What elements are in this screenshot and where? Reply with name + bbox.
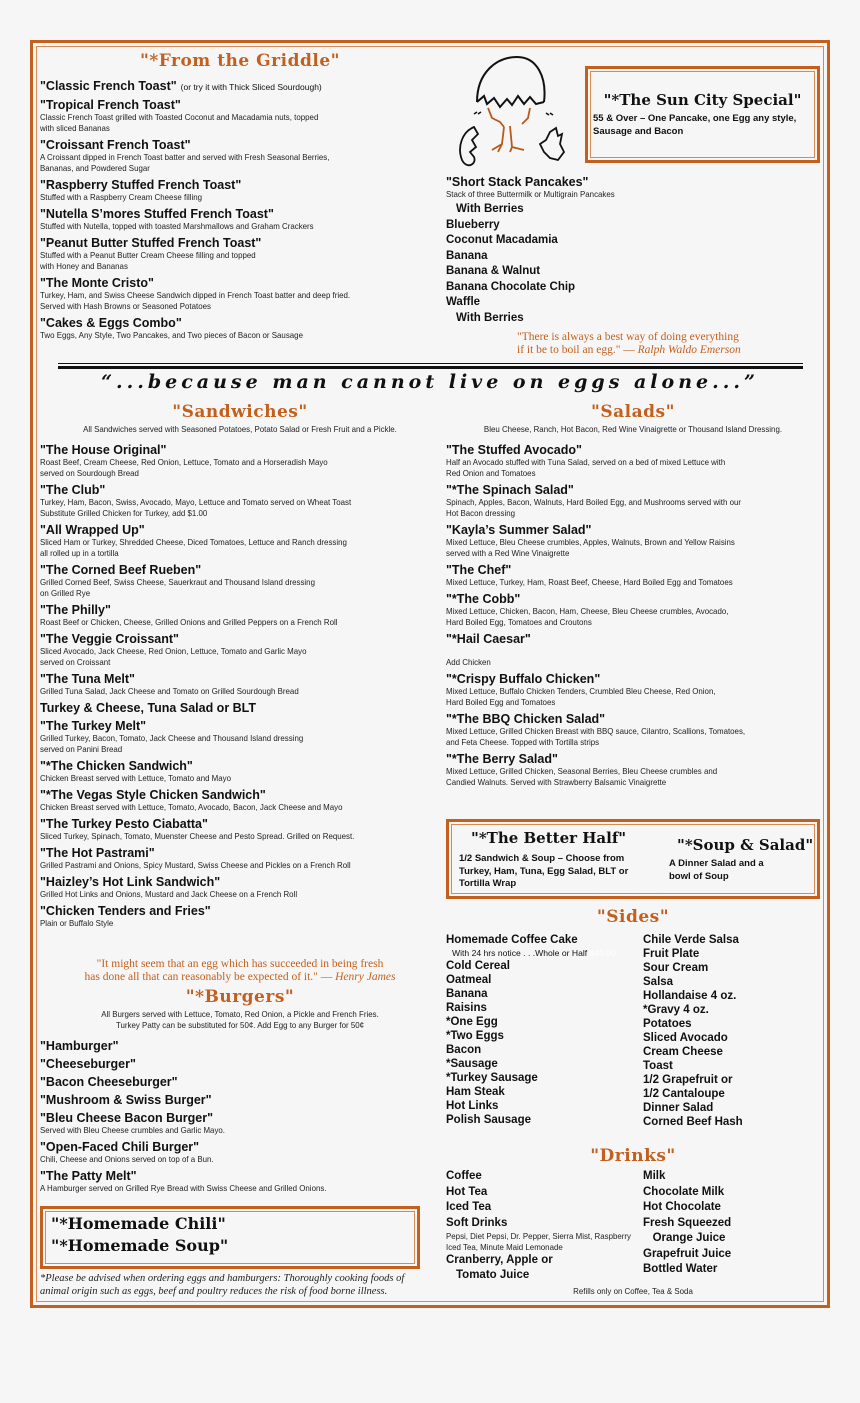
menu-item (40, 817, 440, 842)
menu-item-description: Half an Avocado stuffed with Tuna Salad, served on a bed of mixed Lettuce with (446, 457, 726, 467)
menu-item-description: Chicken Breast served with Lettuce, Tomato and Mayo (40, 773, 232, 783)
divider-thick (58, 366, 803, 369)
menu-item-description: Stuffed with a Raspberry Cream Cheese filling (40, 192, 203, 202)
menu-item-name: "*The Berry Salad" (446, 752, 558, 766)
menu-item-description: and Feta Cheese. Topped with Tortilla strips (446, 737, 600, 747)
drink-item: Tomato Juice (456, 1268, 530, 1281)
menu-item-name: "The Veggie Croissant" (40, 632, 179, 646)
menu-item-description: Grilled Corned Beef, Swiss Cheese, Sauerkraut and Thousand Island dressing (40, 577, 315, 587)
pancake-option: Banana & Walnut (446, 265, 541, 277)
menu-item-description: Turkey, Ham, and Swiss Cheese Sandwich dipped in French Toast batter and deep fried. (40, 290, 351, 300)
menu-item-name: "The Turkey Pesto Ciabatta" (40, 817, 208, 831)
menu-item-description: A Croissant dipped in French Toast batter and served with Fresh Seasonal Berries, (40, 152, 330, 162)
menu-item-name: "The Hot Pastrami" (40, 846, 155, 860)
menu-item (40, 672, 440, 697)
menu-item-name: "Hamburger" (40, 1039, 119, 1053)
menu-item (40, 1169, 440, 1194)
menu-item-description: on Grilled Rye (40, 588, 91, 598)
drinks-left-column (446, 1169, 647, 1282)
menu-item (40, 316, 440, 341)
menu-item-description: served with a Red Wine Vinaigrette (446, 548, 570, 558)
menu-item-name: "Croissant French Toast" (40, 138, 191, 152)
pancake-option: Blueberry (446, 218, 500, 231)
side-item: Toast (643, 1060, 673, 1072)
menu-item-name: "The House Original" (40, 443, 167, 457)
side-item: Banana (446, 988, 488, 1000)
menu-item (40, 701, 440, 715)
pancake-option: With Berries (456, 203, 524, 215)
side-item: Ham Steak (446, 1086, 505, 1098)
menu-item (40, 1075, 440, 1089)
side-item: Sliced Avocado (643, 1032, 728, 1044)
menu-item-description (446, 646, 790, 657)
menu-item-note: (or try it with Thick Sliced Sourdough) (180, 82, 322, 92)
menu-item-description: Mixed Lettuce, Grilled Chicken, Seasonal Berries, Bleu Cheese crumbles and (446, 766, 718, 776)
burger-list (40, 1039, 440, 1198)
menu-item-name: "All Wrapped Up" (40, 523, 145, 537)
menu-item-description: Mixed Lettuce, Bleu Cheese crumbles, Apples, Walnuts, Brown and Yellow Raisins (446, 537, 735, 547)
menu-item-description: Roast Beef or Chicken, Cheese, Grilled Onions and Grilled Peppers on a French Roll (40, 617, 338, 627)
side-item: Polish Sausage (446, 1114, 532, 1126)
menu-item (446, 592, 820, 628)
menu-item-description: Mixed Lettuce, Chicken, Bacon, Ham, Cheese, Bleu Cheese crumbles, Avocado, (446, 606, 729, 616)
side-item: Corned Beef Hash (643, 1116, 743, 1128)
menu-item-description: A Hamburger served on Grilled Rye Bread with Swiss Cheese and Grilled Onions. (40, 1183, 327, 1193)
menu-item (40, 846, 440, 871)
menu-item-description: Sliced Ham or Turkey, Shredded Cheese, Diced Tomatoes, Lettuce and Ranch dressing (40, 537, 347, 547)
menu-item (40, 904, 440, 929)
menu-item-description: Stuffed with a Peanut Butter Cream Cheese filling and topped (40, 250, 256, 260)
sides-left-column (446, 933, 616, 1127)
menu-item (446, 752, 820, 788)
slogan: “...because man cannot live on eggs alone...” (101, 371, 759, 393)
side-item: Fruit Plate (643, 948, 700, 960)
pancake-option: Waffle (446, 296, 481, 308)
menu-item-description: with sliced Bananas (40, 123, 110, 133)
side-item: Chile Verde Salsa (643, 934, 739, 946)
menu-item-name: "*Hail Caesar" (446, 632, 531, 646)
drink-item: Milk (643, 1170, 666, 1182)
side-item: *Sausage (446, 1058, 498, 1070)
drink-item: Hot Chocolate (643, 1201, 721, 1213)
drink-item: Chocolate Milk (643, 1185, 725, 1198)
side-item: Bacon (446, 1044, 482, 1056)
menu-item-description: served on Croissant (40, 657, 111, 667)
menu-item (40, 178, 440, 203)
menu-item (40, 875, 440, 900)
menu-item-name: "Tropical French Toast" (40, 98, 181, 112)
side-item: Raisins (446, 1002, 487, 1014)
menu-item-name-text: "Classic French Toast" (40, 79, 177, 93)
drink-item: Hot Tea (446, 1185, 488, 1198)
burgers-note: All Burgers served with Lettuce, Tomato, Red Onion, a Pickle and French Fries. Turkey Patty can be substituted for 50¢. Add Egg to any Burger for 50¢ (101, 1009, 379, 1030)
homemade-soup: "*Homemade Soup" (51, 1236, 229, 1255)
better-half-desc: 1/2 Sandwich & Soup – Choose from Turkey, Ham, Tuna, Egg Salad, BLT or Tortilla Wrap (459, 853, 629, 889)
side-item: *Two Eggs (446, 1030, 504, 1042)
menu-item (40, 1111, 440, 1136)
side-item: 1/2 Grapefruit or (643, 1074, 733, 1086)
menu-item-description: Grilled Tuna Salad, Jack Cheese and Tomato on Grilled Sourdough Bread (40, 686, 299, 696)
menu-item-description: Stuffed with Nutella, topped with toasted Marshmallows and Graham Crackers (40, 221, 314, 231)
james-quote: "It might seem that an egg which has succeeded in being fresh has done all that can reasonably be expected of it." — Henry James (84, 958, 396, 983)
menu-item (40, 79, 440, 94)
menu-item-name: "The Patty Melt" (40, 1169, 137, 1183)
pancakes-desc: Stack of three Buttermilk or Multigrain Pancakes (446, 189, 615, 199)
menu-item-name: "Peanut Butter Stuffed French Toast" (40, 236, 262, 250)
salad-list (446, 443, 820, 792)
side-item: Oatmeal (446, 974, 492, 986)
menu-item (40, 236, 440, 272)
drink-item: Soft Drinks (446, 1216, 508, 1229)
menu-item-name: "Open-Faced Chili Burger" (40, 1140, 200, 1154)
menu-item-name: "Bleu Cheese Bacon Burger" (40, 1111, 214, 1125)
menu-item (40, 632, 440, 668)
drink-item: Iced Tea (446, 1201, 492, 1213)
menu-item (40, 1093, 440, 1107)
refills-note: Refills only on Coffee, Tea & Soda (573, 1286, 693, 1296)
menu-item-name: "The Monte Cristo" (40, 276, 154, 290)
menu-item (446, 563, 820, 588)
griddle-list (40, 79, 440, 345)
sandwiches-note: All Sandwiches served with Seasoned Potatoes, Potato Salad or Fresh Fruit and a Pickle. (83, 424, 397, 434)
menu-item (40, 1057, 440, 1071)
menu-item-description: Mixed Lettuce, Turkey, Ham, Roast Beef, Cheese, Hard Boiled Egg and Tomatoes (446, 577, 733, 587)
better-half-box (446, 819, 820, 899)
salads-title: "Salads" (591, 402, 675, 422)
menu-item-description: all rolled up in a tortilla (40, 548, 119, 558)
menu-item (446, 632, 820, 668)
side-item: Hollandaise 4 oz. (643, 990, 737, 1002)
menu-item (40, 788, 440, 813)
menu-item-name: "Mushroom & Swiss Burger" (40, 1093, 212, 1107)
side-item: Sour Cream (643, 962, 709, 974)
side-item: Salsa (643, 976, 674, 988)
soup-salad-desc: A Dinner Salad and a bowl of Soup (669, 858, 764, 882)
menu-item-name: "Haizley’s Hot Link Sandwich" (40, 875, 221, 889)
menu-item-description: Plain or Buffalo Style (40, 918, 114, 928)
coffee-cake-price: $40.00 (589, 948, 616, 958)
menu-item-description: Candied Walnuts. Served with Strawberry Balsamic Vinaigrette (446, 777, 667, 787)
menu-item-name: "Nutella S’mores Stuffed French Toast" (40, 207, 274, 221)
menu-item-description: Classic French Toast grilled with Toasted Coconut and Macadamia nuts, topped (40, 112, 319, 122)
menu-item-description: Sliced Avocado, Jack Cheese, Red Onion, Lettuce, Tomato and Garlic Mayo (40, 646, 307, 656)
pancake-option: With Berries (456, 311, 524, 324)
menu-item-description: with Honey and Bananas (40, 261, 128, 271)
menu-item-name: "Kayla’s Summer Salad" (446, 523, 592, 537)
menu-item (446, 443, 820, 479)
burgers-title: "*Burgers" (185, 987, 295, 1007)
menu-item (40, 1140, 440, 1165)
menu-item-name: "*Crispy Buffalo Chicken" (446, 672, 601, 686)
menu-item-description: Grilled Pastrami and Onions, Spicy Mustard, Swiss Cheese and Pickles on a French Roll (40, 860, 351, 870)
menu-item (40, 603, 440, 628)
drink-item: Cranberry, Apple or (446, 1254, 553, 1266)
menu-item (40, 563, 440, 599)
side-item: Potatoes (643, 1018, 692, 1030)
menu-item-description: Substitute Grilled Chicken for Turkey, add $1.00 (40, 508, 208, 518)
drink-description: Pepsi, Diet Pepsi, Dr. Pepper, Sierra Mist, Raspberry (446, 1231, 631, 1241)
homemade-box (40, 1206, 420, 1269)
menu-item (40, 759, 440, 784)
menu-item-description: served on Panini Bread (40, 744, 123, 754)
menu-item-name: "The Chef" (446, 563, 512, 577)
menu-item (40, 443, 440, 479)
menu-item (446, 483, 820, 519)
menu-item (446, 523, 820, 559)
menu-item-description: Chili, Cheese and Onions served on top of a Bun. (40, 1154, 214, 1164)
menu-item-name: "The Tuna Melt" (40, 672, 135, 686)
sun-city-desc: 55 & Over – One Pancake, one Egg any style, Sausage and Bacon (593, 113, 797, 137)
sides-right-column (643, 933, 743, 1129)
menu-item-name: "Raspberry Stuffed French Toast" (40, 178, 242, 192)
menu-item (446, 712, 820, 748)
menu-item-description: Bananas, and Powdered Sugar (40, 163, 150, 173)
food-safety-disclaimer: *Please be advised when ordering eggs and hamburgers: Thoroughly cooking foods of animal origin such as eggs, beef and poultry reduces the risk of food borne illness. (40, 1273, 405, 1297)
drink-description: Iced Tea, Minute Maid Lemonade (446, 1242, 563, 1252)
side-item: *Gravy 4 oz. (643, 1004, 709, 1016)
menu-item (40, 138, 440, 174)
menu-item (40, 98, 440, 134)
hatching-egg-icon (452, 52, 582, 177)
menu-item-description: Hot Bacon dressing (446, 508, 515, 518)
side-item: Cold Cereal (446, 960, 510, 972)
salads-note: Bleu Cheese, Ranch, Hot Bacon, Red Wine Vinaigrette or Thousand Island Dressing. (483, 424, 783, 434)
menu-item (40, 483, 440, 519)
menu-item-description: Roast Beef, Cream Cheese, Red Onion, Lettuce, Tomato and a Horseradish Mayo (40, 457, 328, 467)
menu-item (40, 1039, 440, 1053)
menu-item-description: Served with Bleu Cheese crumbles and Garlic Mayo. (40, 1125, 226, 1135)
drink-item: Grapefruit Juice (643, 1247, 732, 1260)
menu-item-name: "*The BBQ Chicken Salad" (446, 712, 606, 726)
better-half-title: "*The Better Half" (471, 829, 627, 847)
menu-item (40, 276, 440, 312)
menu-item (40, 719, 440, 755)
menu-item (446, 672, 820, 708)
menu-item-name: "The Philly" (40, 603, 111, 617)
menu-item-description: Grilled Hot Links and Onions, Mustard and Jack Cheese on a French Roll (40, 889, 298, 899)
menu-item-name: "The Turkey Melt" (40, 719, 147, 733)
drinks-right-column (643, 1169, 731, 1278)
sun-city-title: "*The Sun City Special" (603, 91, 802, 109)
soup-salad-title: "*Soup & Salad" (677, 836, 814, 854)
menu-item-name: "The Club" (40, 483, 106, 497)
menu-item-description: Spinach, Apples, Bacon, Walnuts, Hard Boiled Egg, and Mushrooms served with our (446, 497, 742, 507)
pancake-option: Banana (446, 249, 488, 262)
griddle-title: "*From the Griddle" (139, 51, 340, 71)
side-item: Dinner Salad (643, 1102, 714, 1114)
menu-item-name: "Chicken Tenders and Fries" (40, 904, 211, 918)
drink-item: Bottled Water (643, 1263, 718, 1275)
menu-item-name: "*The Chicken Sandwich" (40, 759, 193, 773)
menu-item-name: "*The Cobb" (446, 592, 521, 606)
menu-item-description: Sliced Turkey, Spinach, Tomato, Muenster Cheese and Pesto Spread. Grilled on Request. (40, 831, 355, 841)
menu-item-name: "*The Vegas Style Chicken Sandwich" (40, 788, 266, 802)
menu-item-name: "Cheeseburger" (40, 1057, 136, 1071)
menu-item-name: "Cakes & Eggs Combo" (40, 316, 182, 330)
menu-item-description: Grilled Turkey, Bacon, Tomato, Jack Cheese and Thousand Island dressing (40, 733, 304, 743)
coffee-cake: Homemade Coffee Cake (446, 934, 578, 946)
pancake-option: Banana Chocolate Chip (446, 280, 576, 293)
menu-item-description: Hard Boiled Egg, Tomatoes and Croutons (446, 617, 592, 627)
menu-item-description: served on Sourdough Bread (40, 468, 139, 478)
menu-item-name (40, 79, 440, 94)
coffee-cake-note: With 24 hrs notice . . .Whole or Half $40.00 (452, 948, 616, 958)
drinks-title: "Drinks" (590, 1146, 676, 1166)
divider-thin (58, 363, 803, 364)
menu-item-name: Turkey & Cheese, Tuna Salad or BLT (40, 701, 257, 715)
pancake-options (446, 202, 629, 326)
menu-item-description: Mixed Lettuce, Buffalo Chicken Tenders, Crumbled Bleu Cheese, Red Onion, (446, 686, 716, 696)
pancakes-section (446, 175, 629, 326)
pancake-option: Coconut Macadamia (446, 234, 558, 246)
drink-item: Coffee (446, 1170, 482, 1182)
menu-item-description: Served with Hash Browns or Seasoned Potatoes (40, 301, 211, 311)
menu-item-name: "The Corned Beef Rueben" (40, 563, 202, 577)
menu-item-description: Add Chicken (446, 657, 491, 667)
menu-item-name: "*The Spinach Salad" (446, 483, 574, 497)
homemade-chili: "*Homemade Chili" (51, 1214, 226, 1233)
drink-item: Fresh Squeezed (643, 1216, 732, 1229)
menu-item (40, 207, 440, 232)
sandwiches-title: "Sandwiches" (172, 402, 308, 422)
menu-item (40, 523, 440, 559)
drink-item: Orange Juice (643, 1232, 726, 1244)
menu-item-description: Chicken Breast served with Lettuce, Tomato, Avocado, Bacon, Jack Cheese and Mayo (40, 802, 343, 812)
menu-item-description: Hard Boiled Egg and Tomatoes (446, 697, 556, 707)
sandwich-list (40, 443, 440, 933)
side-item: Cream Cheese (643, 1046, 723, 1058)
pancakes-name: "Short Stack Pancakes" (446, 175, 589, 189)
menu-item-name: "Bacon Cheeseburger" (40, 1075, 178, 1089)
emerson-quote: "There is always a best way of doing everything if it be to boil an egg." — Ralph Waldo Emerson (517, 331, 741, 356)
menu-item-description: Turkey, Ham, Bacon, Swiss, Avocado, Mayo, Lettuce and Tomato served on Wheat Toast (40, 497, 352, 507)
menu-item-name: "The Stuffed Avocado" (446, 443, 582, 457)
sides-title: "Sides" (596, 907, 670, 927)
side-item: 1/2 Cantaloupe (643, 1088, 725, 1100)
side-item: *One Egg (446, 1016, 498, 1028)
menu-item-description: Two Eggs, Any Style, Two Pancakes, and Two pieces of Bacon or Sausage (40, 330, 303, 340)
menu-item-description: Mixed Lettuce, Grilled Chicken Breast with BBQ sauce, Cilantro, Scallions, Tomatoes, (446, 726, 746, 736)
side-item: Hot Links (446, 1100, 499, 1112)
side-item: *Turkey Sausage (446, 1072, 538, 1084)
sun-city-special-box (585, 66, 820, 163)
menu-item-description: Red Onion and Tomatoes (446, 468, 536, 478)
